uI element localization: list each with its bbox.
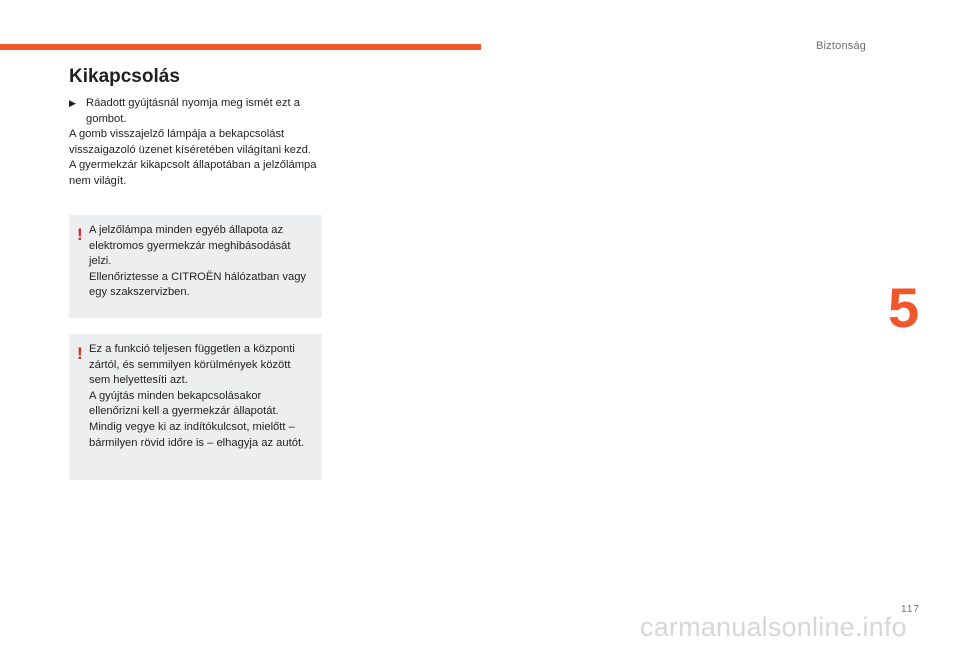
warning-box xyxy=(69,334,322,480)
watermark-text: carmanualsonline.info xyxy=(640,612,907,642)
warning-box xyxy=(69,215,322,318)
chapter-number: 5 xyxy=(888,276,920,339)
page-number: 117 xyxy=(901,604,920,615)
warning-line: Ez a funkció teljesen független a központi zártól, és semmilyen körülmények között sem helyettesíti azt. xyxy=(89,343,295,387)
page-heading: Kikapcsolás xyxy=(69,66,180,87)
section-title: Biztonság xyxy=(816,40,867,52)
header-accent-bar xyxy=(0,44,481,50)
bullet-text: Ráadott gyújtásnál nyomja meg ismét ezt a gombot. xyxy=(86,97,300,125)
warning-text xyxy=(89,342,312,451)
arrow-bullet-icon: ▶ xyxy=(69,98,76,108)
instruction-bullet xyxy=(69,96,329,127)
exclamation-icon: ! xyxy=(77,225,83,244)
paragraph: A gomb visszajelző lámpája a bekapcsolást visszaigazoló üzenet kíséretében világítani kezd. xyxy=(69,128,311,156)
main-text xyxy=(69,96,329,190)
exclamation-icon: ! xyxy=(77,344,83,363)
warning-text xyxy=(89,223,312,301)
warning-line: A jelzőlámpa minden egyéb állapota az elektromos gyermekzár meghibásodását jelzi. xyxy=(89,224,291,268)
warning-line: Mindig vegye ki az indítókulcsot, mielőtt – bármilyen rövid időre is – elhagyja az autót. xyxy=(89,420,305,449)
warning-line: A gyújtás minden bekapcsolásakor ellenőrizni kell a gyermekzár állapotát. xyxy=(89,389,279,418)
warning-line: Ellenőriztesse a CITROËN hálózatban vagy egy szakszervizben. xyxy=(89,270,307,299)
paragraph: A gyermekzár kikapcsolt állapotában a jelzőlámpa nem világít. xyxy=(69,159,317,187)
